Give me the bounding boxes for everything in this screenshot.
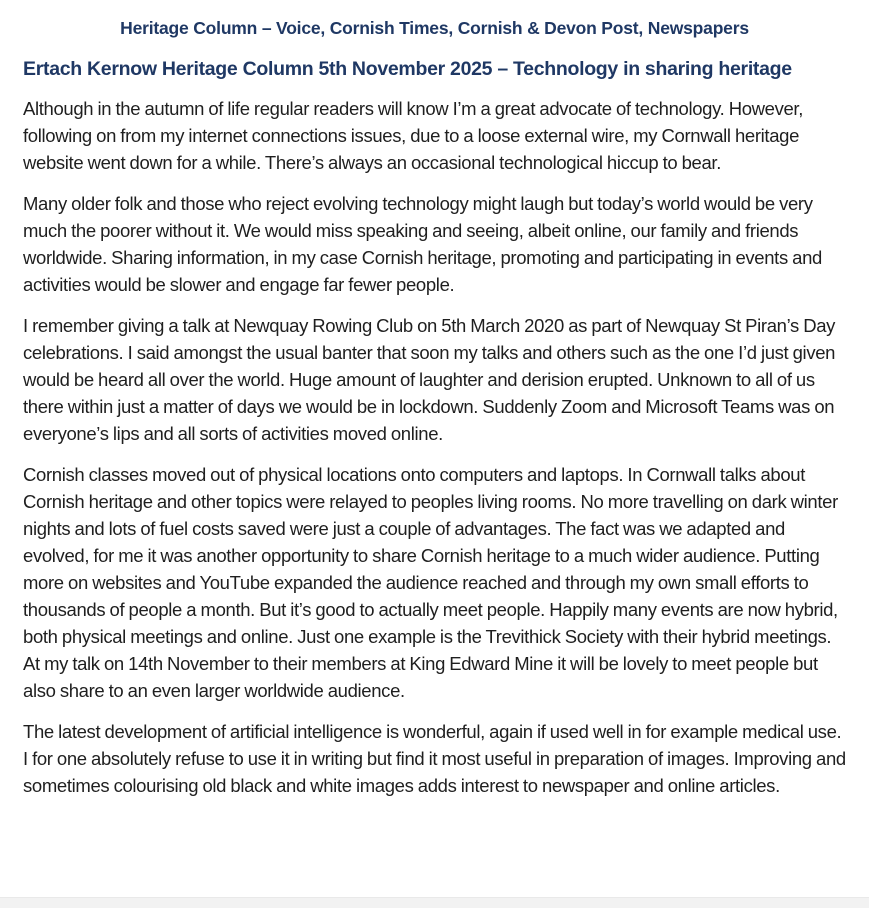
article-paragraph-4: Cornish classes moved out of physical locations onto computers and laptops. In Cornwall talks about Cornish heritage and other topics were relayed to peoples living rooms. No more travelling on dark winter nights and lots of fuel costs saved were just a couple of advantages. The fact was we adapted and evolved, for me it was another opportunity to share Cornish heritage to a much wider audience. Putting more on websites and YouTube expanded the audience reached and through my own small efforts to thousands of people a month. But it’s good to actually meet people. Happily many events are now hybrid, both physical meetings and online. Just one example is the Trevithick Society with their hybrid meetings. At my talk on 14th November to their members at King Edward Mine it will be lovely to meet people but also share to an even larger worldwide audience. bbox=[23, 464, 838, 701]
article-title: Heritage Column – Voice, Cornish Times, Cornish & Devon Post, Newspapers bbox=[120, 18, 749, 38]
article-paragraph-1: Although in the autumn of life regular readers will know I’m a great advocate of technology. However, following on from my internet connections issues, due to a loose external wire, my Cornwall heritage website went down for a while. There’s always an occasional technological hiccup to bear. bbox=[23, 98, 804, 173]
article-paragraph-5: The latest development of artificial intelligence is wonderful, again if used well in for example medical use. I for one absolutely refuse to use it in writing but find it most useful in preparation of images. Improving and sometimes colourising old black and white images adds interest to newspaper and online articles. bbox=[23, 721, 846, 796]
article-body bbox=[23, 95, 846, 799]
window-bottom-band bbox=[0, 897, 869, 908]
article-paragraph-3: I remember giving a talk at Newquay Rowing Club on 5th March 2020 as part of Newquay St Piran’s Day celebrations. I said amongst the usual banter that soon my talks and others such as the one I’d just given would be heard all over the world. Huge amount of laughter and derision erupted. Unknown to all of us there within just a matter of days we would be in lockdown. Suddenly Zoom and Microsoft Teams was on everyone’s lips and all sorts of activities moved online. bbox=[23, 315, 836, 444]
article-heading: Ertach Kernow Heritage Column 5th November 2025 – Technology in sharing heritage bbox=[23, 58, 792, 80]
article-paragraph-2: Many older folk and those who reject evolving technology might laugh but today’s world would be very much the poorer without it. We would miss speaking and seeing, albeit online, our family and friends worldwide. Sharing information, in my case Cornish heritage, promoting and participating in events and activities would be slower and engage far fewer people. bbox=[23, 193, 822, 295]
